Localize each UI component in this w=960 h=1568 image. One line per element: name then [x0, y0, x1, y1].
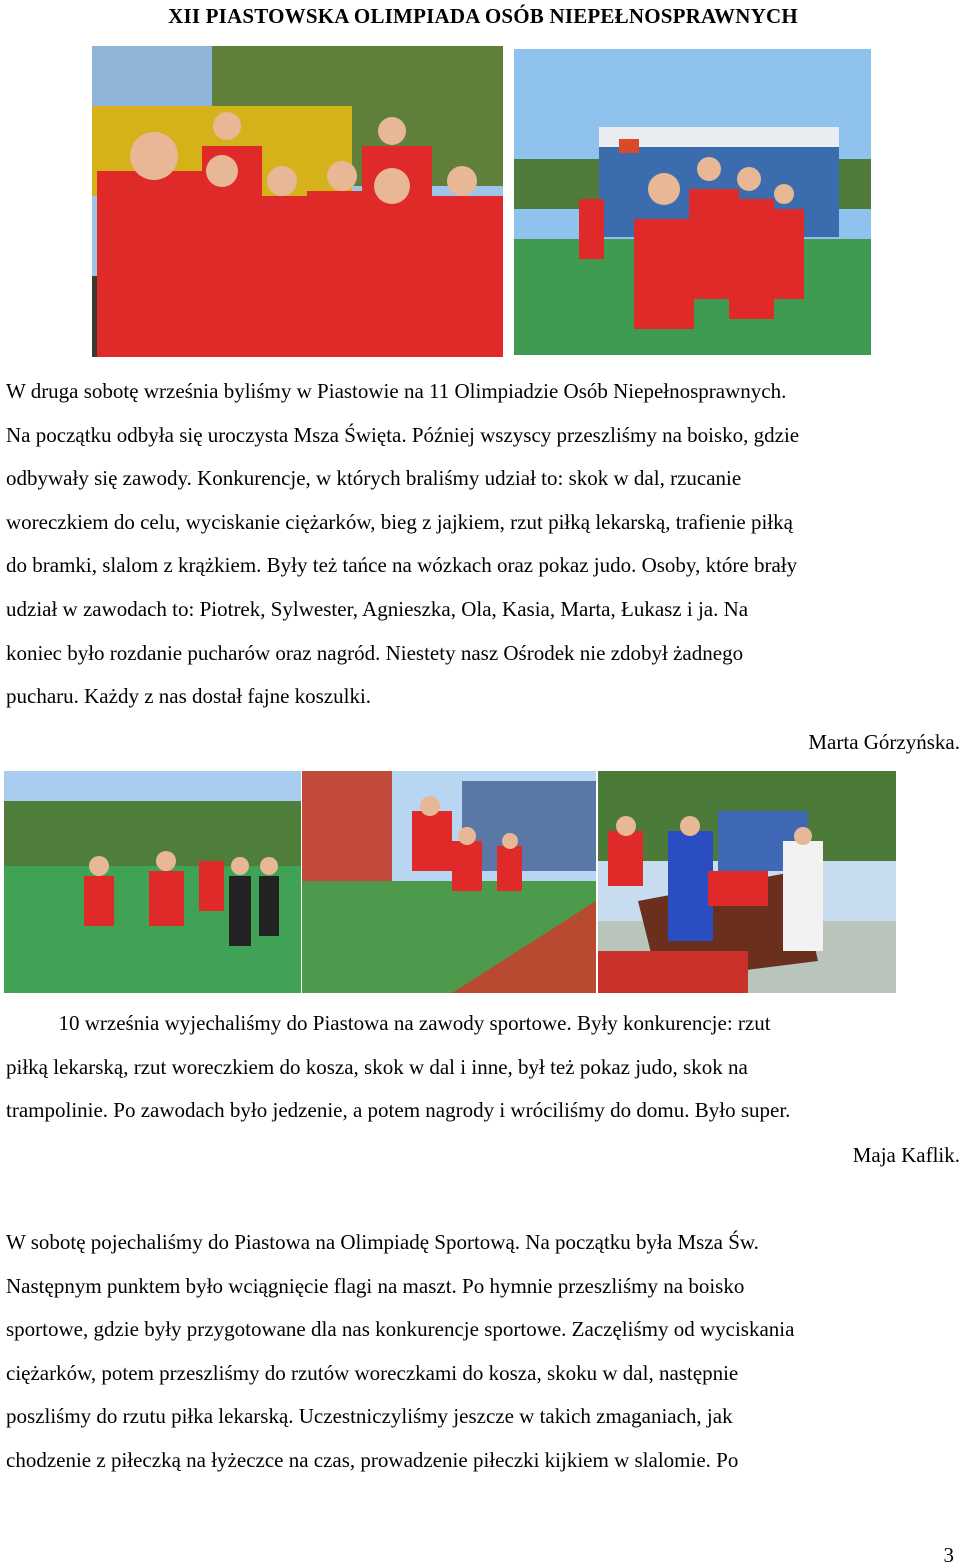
field-photo-icon: [4, 771, 301, 993]
judo-photo-icon: [598, 771, 896, 993]
text-line: odbywały się zawody. Konkurencje, w których braliśmy udział to: skok w dal, rzucanie: [6, 466, 742, 491]
text-line: pucharu. Każdy z nas dostał fajne koszulki.: [6, 684, 372, 709]
field-photo: [4, 771, 301, 993]
text-line: Na początku odbyła się uroczysta Msza Święta. Później wszyscy przeszliśmy na boisko, gdzie: [6, 422, 800, 447]
weightlifting-photo-icon: [514, 49, 871, 355]
group-photo: [92, 46, 503, 357]
page-title: XII PIASTOWSKA OLIMPIADA OSÓB NIEPEŁNOSPRAWNYCH: [168, 4, 798, 28]
signature-marta: Marta Górzyńska.: [808, 730, 960, 754]
weightlifting-photo: [514, 49, 871, 355]
text-line: W sobotę pojechaliśmy do Piastowa na Olimpiadę Sportową. Na początku była Msza Św.: [6, 1230, 759, 1254]
text-line: chodzenie z piłeczką na łyżeczce na czas, prowadzenie piłeczki kijkiem w slalomie. Po: [6, 1447, 739, 1472]
article-paragraph-2: [6, 1002, 960, 1133]
text-line: piłką lekarską, rzut woreczkiem do kosza, skok w dal i inne, był też pokaz judo, skok na: [6, 1054, 748, 1079]
group-photo-icon: [92, 46, 503, 357]
text-line: 10 września wyjechaliśmy do Piastowa na zawody sportowe. Były konkurencje: rzut: [6, 1011, 771, 1035]
text-line: trampolinie. Po zawodach było jedzenie, a potem nagrody i wróciliśmy do domu. Było super.: [6, 1098, 791, 1123]
text-line: W druga sobotę września byliśmy w Piastowie na 11 Olimpiadzie Osób Niepełnosprawnych.: [6, 379, 787, 403]
article-paragraph-1: [6, 370, 960, 719]
text-line: ciężarków, potem przeszliśmy do rzutów woreczkami do kosza, skoku w dal, następnie: [6, 1360, 739, 1385]
page-number: 3: [943, 1543, 954, 1567]
text-line: koniec było rozdanie pucharów oraz nagród. Niestety nasz Ośrodek nie zdobył żadnego: [6, 640, 744, 665]
text-line: do bramki, slalom z krążkiem. Były też tańce na wózkach oraz pokaz judo. Osoby, które brały: [6, 553, 798, 578]
signature-maja: Maja Kaflik.: [852, 1143, 960, 1167]
text-line: woreczkiem do celu, wyciskanie ciężarków, bieg z jajkiem, rzut piłką lekarską, trafienie piłką: [6, 509, 793, 534]
long-jump-photo-icon: [302, 771, 596, 993]
text-line: sportowe, gdzie były przygotowane dla nas konkurencje sportowe. Zaczęliśmy od wyciskania: [6, 1317, 795, 1342]
text-line: poszliśmy do rzutu piłka lekarską. Uczestniczyliśmy jeszcze w takich zmaganiach, jak: [6, 1404, 733, 1429]
text-line: Następnym punktem było wciągnięcie flagi na maszt. Po hymnie przeszliśmy na boisko: [6, 1273, 745, 1298]
text-line: udział w zawodach to: Piotrek, Sylwester, Agnieszka, Ola, Kasia, Marta, Łukasz i ja. Na: [6, 596, 749, 621]
article-paragraph-3: [6, 1221, 960, 1483]
judo-photo: [598, 771, 896, 993]
long-jump-photo: [302, 771, 596, 993]
